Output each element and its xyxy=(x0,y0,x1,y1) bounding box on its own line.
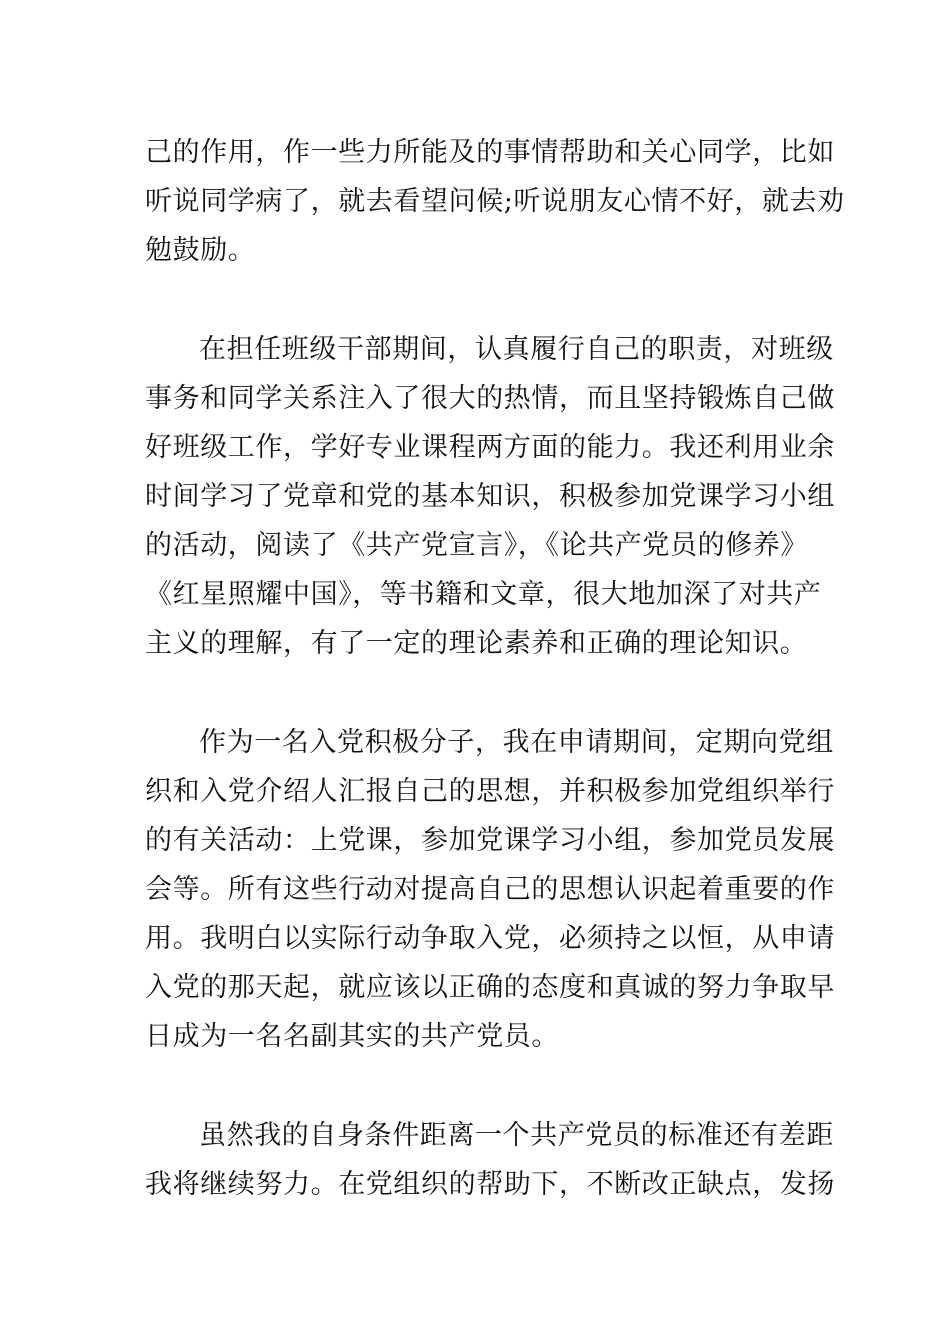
text-line: 勉鼓励。 xyxy=(145,235,256,266)
paragraph-gap xyxy=(145,1061,809,1111)
text-line: 日成为一名名副其实的共产党员。 xyxy=(145,1021,559,1052)
text-line: 时间学习了党章和党的基本知识，积极参加党课学习小组 xyxy=(145,481,835,512)
paragraph-gap xyxy=(145,275,809,325)
text-line: 在担任班级干部期间，认真履行自己的职责，对班级 xyxy=(199,334,834,365)
text-line: 作为一名入党积极分子，我在申请期间，定期向党组 xyxy=(199,727,834,758)
text-line: 入党的那天起，就应该以正确的态度和真诚的努力争取早 xyxy=(145,972,835,1003)
text-line: 事务和同学关系注入了很大的热情，而且坚持锻炼自己做 xyxy=(145,383,835,414)
text-line: 用。我明白以实际行动争取入党，必须持之以恒，从申请 xyxy=(145,923,835,954)
paragraph-4 xyxy=(145,1111,835,1209)
text-line: 的有关活动：上党课，参加党课学习小组，参加党员发展 xyxy=(145,825,835,856)
text-line: 听说同学病了，就去看望问候;听说朋友心情不好，就去劝 xyxy=(145,186,845,217)
text-line: 《红星照耀中国》，等书籍和文章，很大地加深了对共产 xyxy=(145,579,822,610)
text-line: 虽然我的自身条件距离一个共产党员的标准还有差距 xyxy=(199,1120,834,1151)
paragraph-2 xyxy=(145,325,835,668)
text-line: 己的作用，作一些力所能及的事情帮助和关心同学，比如 xyxy=(145,137,835,168)
text-line: 会等。所有这些行动对提高自己的思想认识起着重要的作 xyxy=(145,874,835,905)
text-line: 的活动，阅读了《共产党宣言》，《论共产党员的修养》 xyxy=(145,530,808,561)
document-body xyxy=(145,128,845,1209)
paragraph-gap xyxy=(145,668,809,718)
paragraph-3 xyxy=(145,718,835,1061)
text-line: 我将继续努力。在党组织的帮助下，不断改正缺点，发扬 xyxy=(145,1169,835,1200)
text-line: 好班级工作，学好专业课程两方面的能力。我还利用业余 xyxy=(145,432,835,463)
text-line: 织和入党介绍人汇报自己的思想，并积极参加党组织举行 xyxy=(145,776,835,807)
paragraph-1 xyxy=(145,128,845,275)
text-line: 主义的理解，有了一定的理论素养和正确的理论知识。 xyxy=(145,628,808,659)
